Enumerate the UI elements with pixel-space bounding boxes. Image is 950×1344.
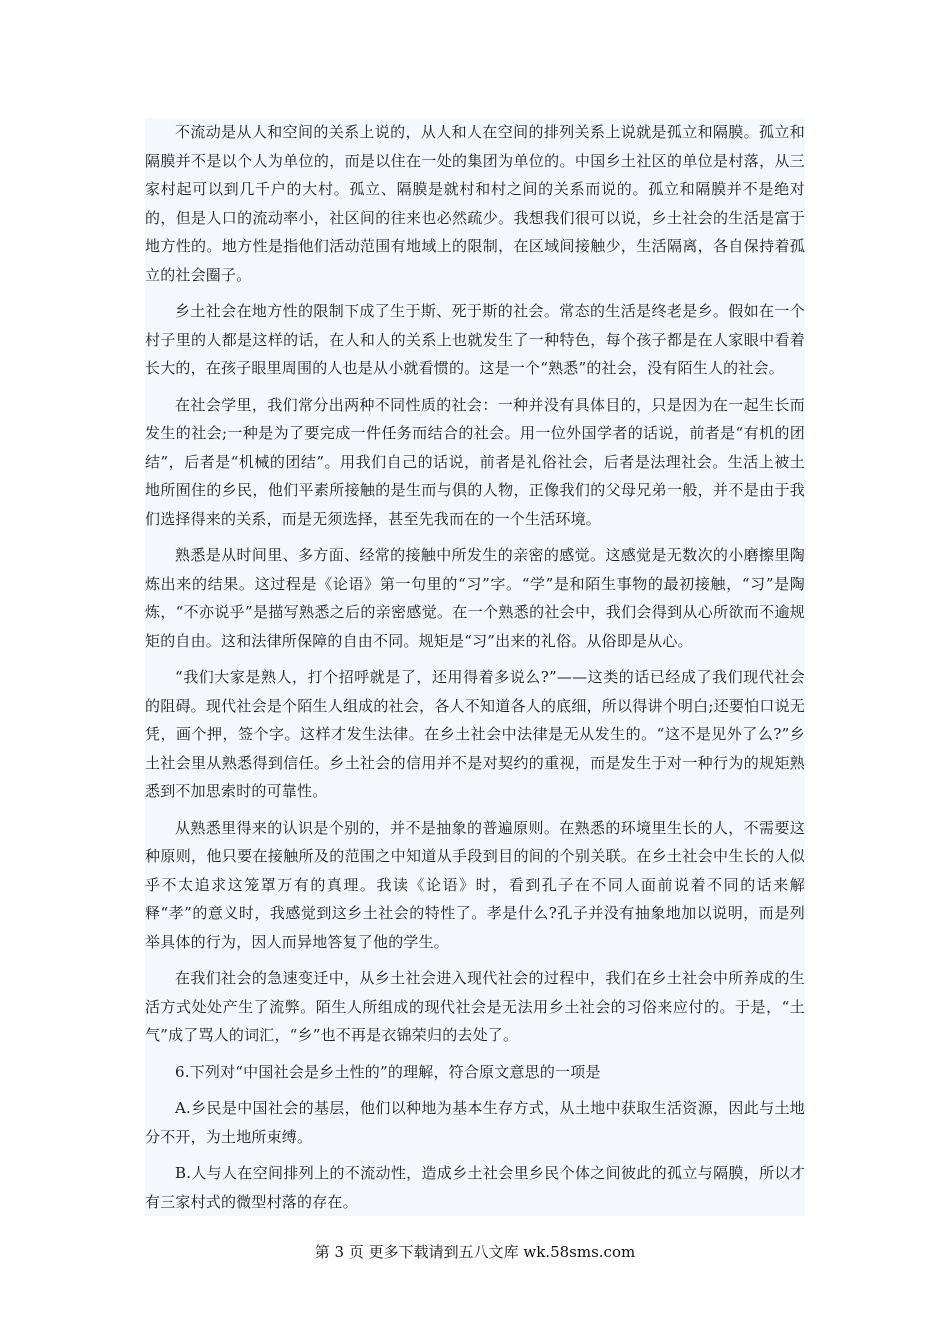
paragraph-3: 在社会学里，我们常分出两种不同性质的社会：一种并没有具体目的，只是因为在一起生长而发生的社会;一种是为了要完成一件任务而结合的社会。用一位外国学者的话说，前者是“有机的团结”，后者是“机械的团结”。用我们自己的话说，前者是礼俗社会，后者是法理社会。生活上被土地所囿住的乡民，他们平素所接触的是生而与俱的人物，正像我们的父母兄弟一般，并不是由于我们选择得来的关系，而是无须选择，甚至先我而在的一个生活环境。 xyxy=(145,395,805,528)
page-footer: 第 3 页 更多下载请到五八文库 wk.58sms.com xyxy=(314,1243,636,1261)
article-body xyxy=(145,118,805,1216)
paragraph-6: 从熟悉里得来的认识是个别的，并不是抽象的普遍原则。在熟悉的环境里生长的人，不需要这种原则，他只要在接触所及的范围之中知道从手段到目的间的个别关联。在乡土社会中生长的人似乎不太追求这笼罩万有的真理。我读《论语》时，看到孔子在不同人面前说着不同的话来解释“孝”的意义时，我感觉到这乡土社会的特性了。孝是什么?孔子并没有抽象地加以说明，而是列举具体的行为，因人而异地答复了他的学生。 xyxy=(145,818,805,951)
paragraph-2: 乡土社会在地方性的限制下成了生于斯、死于斯的社会。常态的生活是终老是乡。假如在一个村子里的人都是这样的话，在人和人的关系上也就发生了一种特色，每个孩子都是在人家眼中看着长大的，在孩子眼里周围的人也是从小就看惯的。这是一个“熟悉”的社会，没有陌生人的社会。 xyxy=(145,302,805,377)
paragraph-5: “我们大家是熟人，打个招呼就是了，还用得着多说么?”——这类的话已经成了我们现代社会的阻碍。现代社会是个陌生人组成的社会，各人不知道各人的底细，所以得讲个明白;还要怕口说无凭，画个押，签个字。这样才发生法律。在乡土社会中法律是无从发生的。“这不是见外了么?”乡土社会里从熟悉得到信任。乡土社会的信用并不是对契约的重视，而是发生于对一种行为的规矩熟悉到不加思索时的可靠性。 xyxy=(145,668,805,800)
question-6-stem: 6.下列对“中国社会是乡土性的”的理解，符合原文意思的一项是 xyxy=(175,1062,601,1081)
option-a: A.乡民是中国社会的基层，他们以种地为基本生存方式，从土地中获取生活资源，因此与土地分不开，为土地所束缚。 xyxy=(145,1099,805,1146)
option-b: B.人与人在空间排列上的不流动性，造成乡土社会里乡民个体之间彼此的孤立与隔膜，所以才有三家村式的微型村落的存在。 xyxy=(145,1164,805,1211)
paragraph-7: 在我们社会的急速变迁中，从乡土社会进入现代社会的过程中，我们在乡土社会中所养成的生活方式处处产生了流弊。陌生人所组成的现代社会是无法用乡土社会的习俗来应付的。于是，“土气”成了骂人的词汇，“乡”也不再是衣锦荣归的去处了。 xyxy=(145,969,805,1044)
paragraph-1: 不流动是从人和空间的关系上说的，从人和人在空间的排列关系上说就是孤立和隔膜。孤立和隔膜并不是以个人为单位的，而是以住在一处的集团为单位的。中国乡土社区的单位是村落，从三家村起可以到几千户的大村。孤立、隔膜是就村和村之间的关系而说的。孤立和隔膜并不是绝对的，但是人口的流动率小，社区间的往来也必然疏少。我想我们很可以说，乡土社会的生活是富于地方性的。地方性是指他们活动范围有地域上的限制，在区域间接触少，生活隔离，各自保持着孤立的社会圈子。 xyxy=(145,123,805,284)
paragraph-4: 熟悉是从时间里、多方面、经常的接触中所发生的亲密的感觉。这感觉是无数次的小磨擦里陶炼出来的结果。这过程是《论语》第一句里的“习”字。“学”是和陌生事物的最初接触，“习”是陶炼，“不亦说乎”是描写熟悉之后的亲密感觉。在一个熟悉的社会中，我们会得到从心所欲而不逾规矩的自由。这和法律所保障的自由不同。规矩是“习”出来的礼俗。从俗即是从心。 xyxy=(145,546,805,650)
